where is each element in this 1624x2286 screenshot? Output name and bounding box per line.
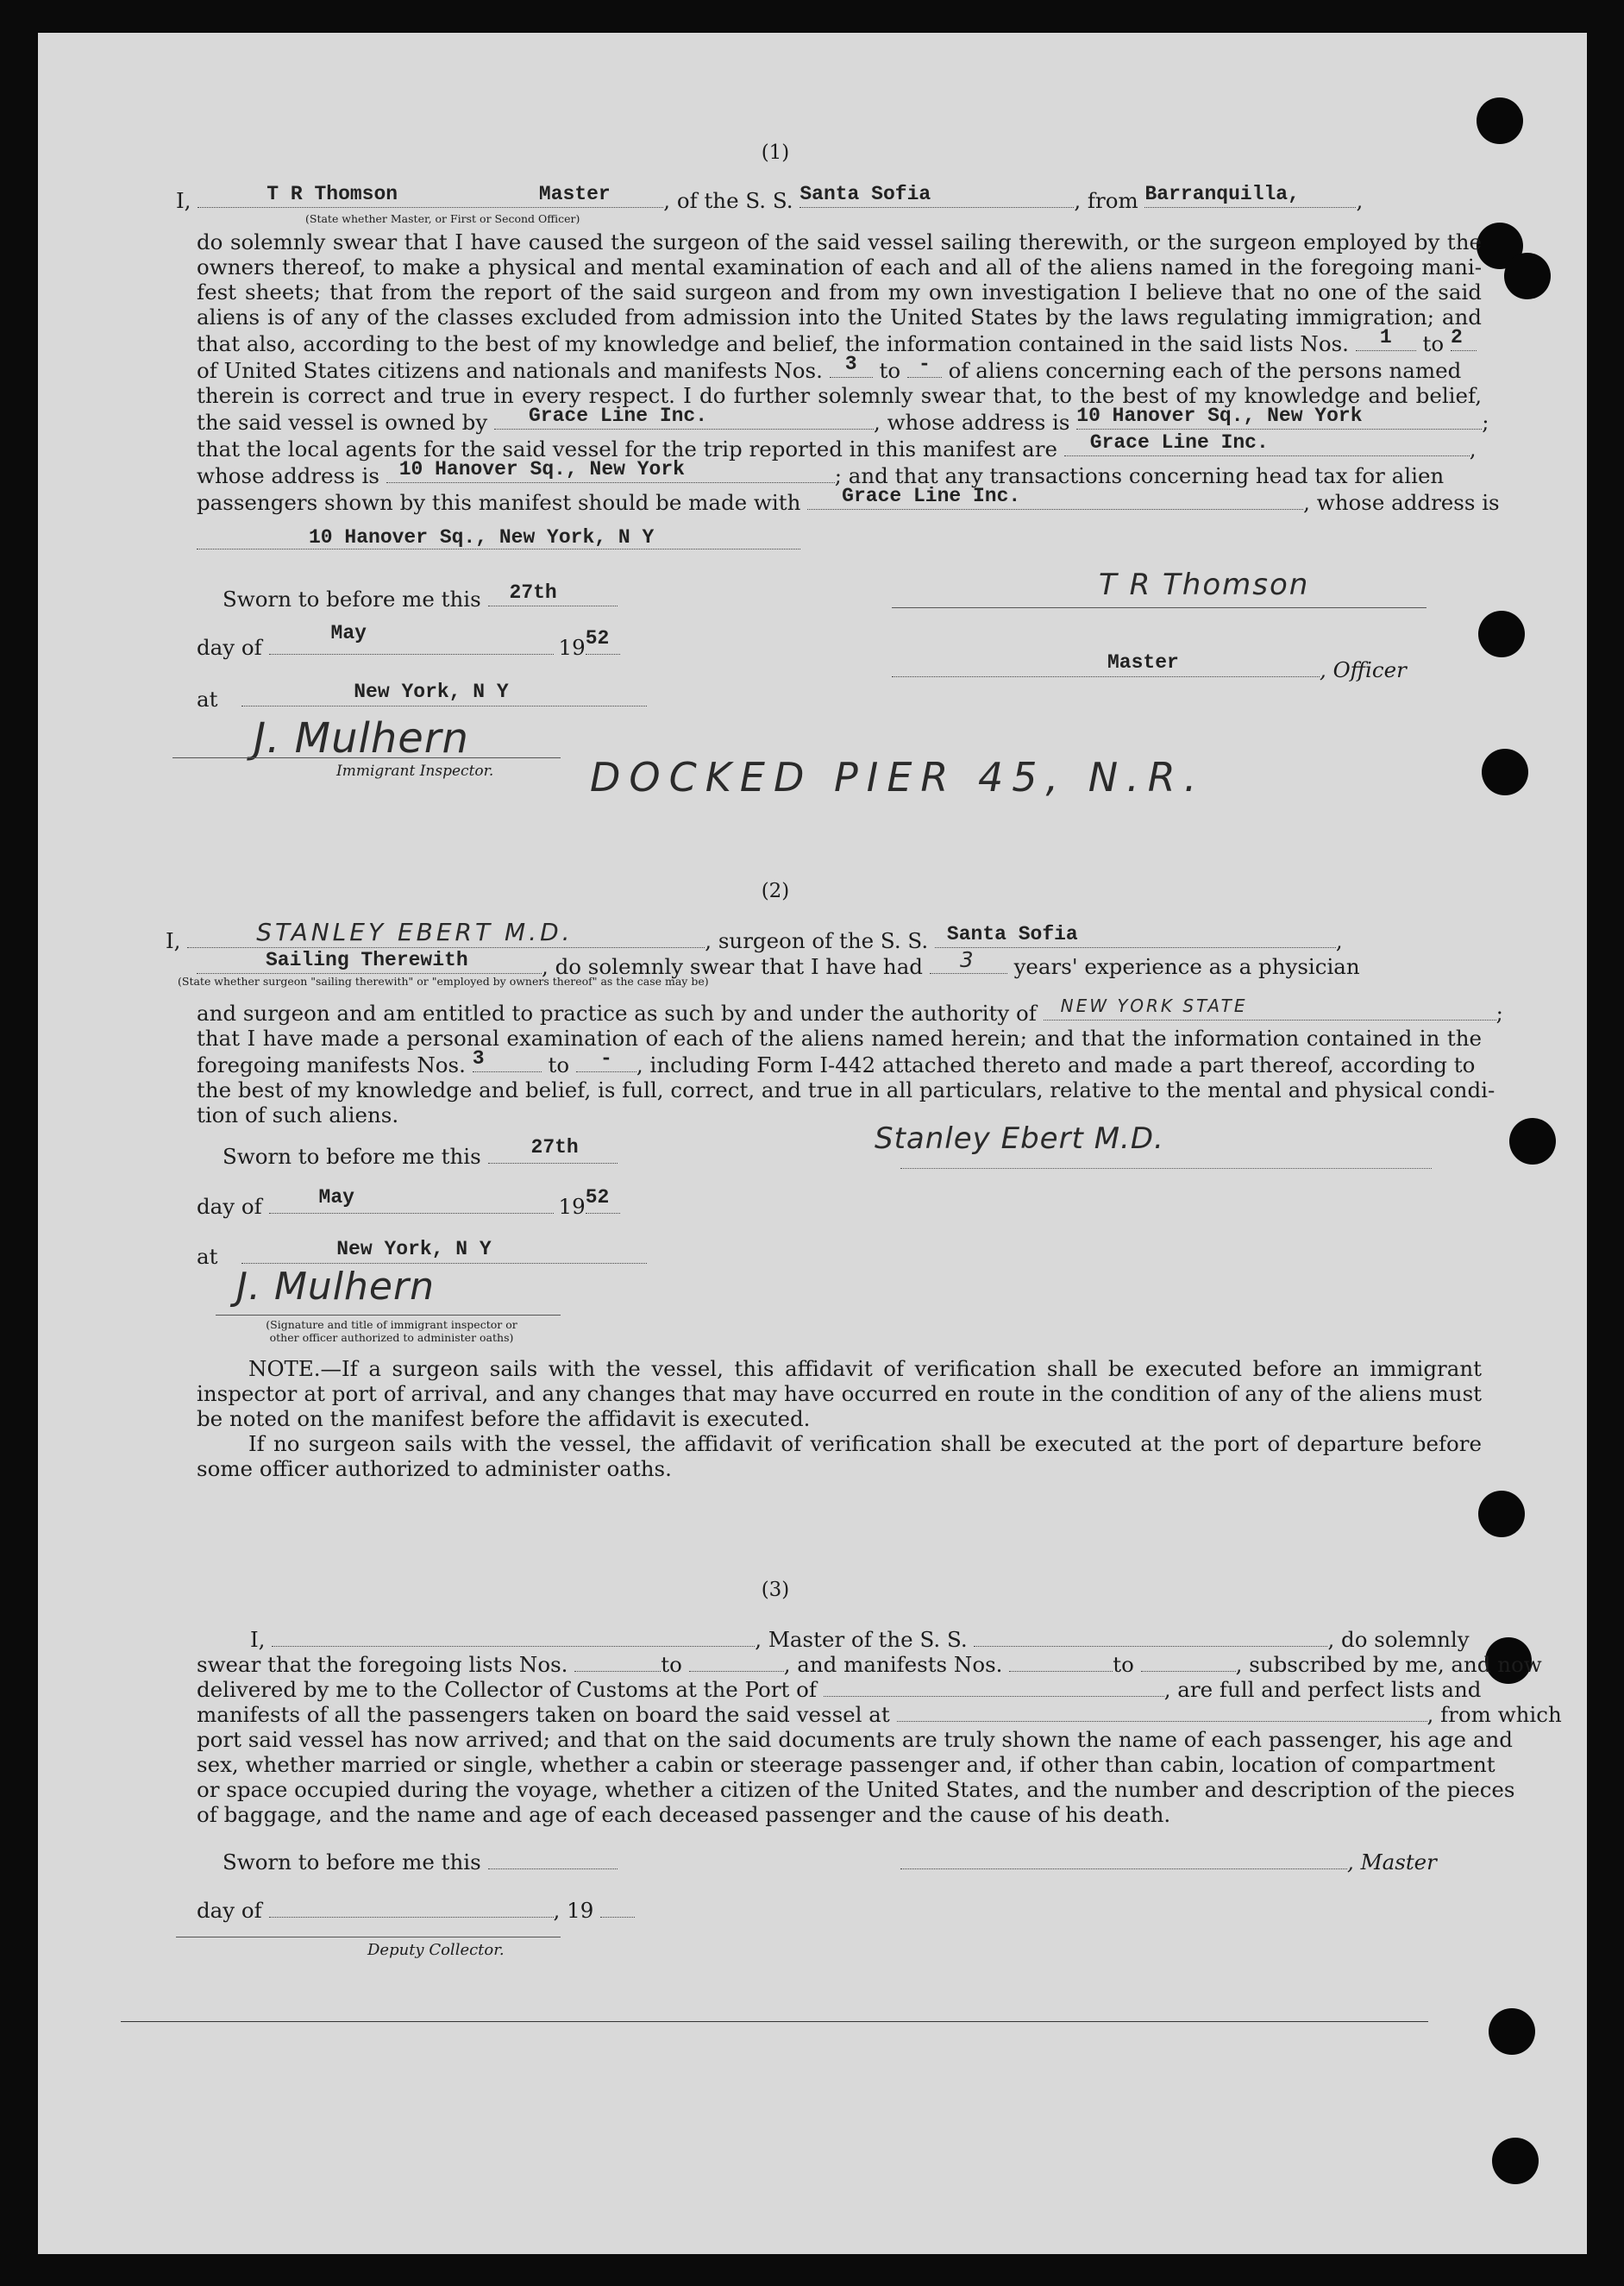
owner-address: 10 Hanover Sq., New York — [1076, 405, 1363, 427]
lists-from-blank — [574, 1654, 661, 1672]
manifests-to-blank — [1141, 1654, 1236, 1672]
bottom-rule — [121, 2021, 1428, 2022]
sworn-day-2: 27th — [530, 1136, 579, 1159]
master-signature: T R Thomson — [1099, 568, 1310, 602]
body-line: or space occupied during the voyage, whether a citizen of the United States, and the number and description of the pieces — [197, 1777, 1515, 1802]
lists-line: that also, according to the best of my knowledge and belief, the information contained in the said lists Nos. 1 to 2 — [197, 330, 1482, 356]
section-1-number: (1) — [761, 141, 790, 164]
inspector-signature-line — [172, 757, 561, 758]
lists-to: 2 — [1450, 326, 1463, 349]
master-name-blank — [272, 1629, 755, 1647]
inspector-signature: J. Mulhern — [254, 714, 469, 763]
month-blank-3 — [269, 1900, 554, 1918]
at-line-2: at New York, N Y — [197, 1242, 647, 1269]
surgeon-manifest-to: - — [600, 1047, 612, 1070]
boarding-port-blank — [897, 1704, 1427, 1722]
section-2-line-2: Sailing Therewith , do solemnly swear that I have had 3 years' experience as a physician — [197, 952, 1360, 979]
manifests-from-blank — [1009, 1654, 1113, 1672]
port-blank — [824, 1679, 1164, 1697]
note-para-2: If no surgeon sails with the vessel, the affidavit of verification shall be executed at the port of departure before — [248, 1431, 1482, 1456]
officer-line: Master , Officer — [892, 656, 1407, 682]
body-line: sex, whether married or single, whether a cabin or steerage passenger and, if other than cabin, location of compartment — [197, 1752, 1495, 1777]
owned-line: the said vessel is owned by Grace Line Inc. , whose address is 10 Hanover Sq., New York ; — [197, 405, 1489, 435]
inspector-label: Immigrant Inspector. — [336, 763, 494, 780]
vessel-blank — [974, 1629, 1327, 1647]
rank-caption: (State whether Master, or First or Second Officer) — [305, 212, 580, 225]
sworn-month: May — [330, 622, 367, 644]
sworn-month-2: May — [318, 1186, 354, 1209]
section-2-line-1: I, STANLEY EBERT M.D. , surgeon of the S. S. Santa Sofia , — [166, 918, 1343, 953]
inspector-signature-line-2 — [216, 1315, 561, 1316]
body-line: tion of such aliens. — [197, 1102, 399, 1127]
body-line: fest sheets; that from the report of the said surgeon and from my own investigation I believe that no one of the said — [197, 279, 1482, 305]
years-experience: 3 — [960, 947, 977, 972]
note-label: NOTE. — [248, 1356, 321, 1381]
lists-from: 1 — [1379, 326, 1392, 349]
body-line: that I have made a personal examination of each of the aliens named herein; and that the information contained in the — [197, 1026, 1482, 1051]
section-2-number: (2) — [761, 880, 790, 902]
surgeon-status: Sailing Therewith — [266, 949, 468, 971]
body-line: therein is correct and true in every respect. I do further solemnly swear that, to the best of my knowledge and belief, — [197, 383, 1482, 408]
surgeon-signature-line — [900, 1168, 1432, 1169]
party-address: 10 Hanover Sq., New York, N Y — [309, 526, 655, 549]
binder-hole — [1482, 749, 1528, 795]
at-line-1: at New York, N Y — [197, 685, 647, 712]
binder-hole — [1478, 1491, 1525, 1537]
section-1-body — [197, 229, 1500, 515]
whose-address-line: whose address is 10 Hanover Sq., New York ; and that any transactions concerning head tax for alien — [197, 458, 1445, 488]
body-line: do solemnly swear that I have caused the surgeon of the said vessel sailing therewith, or the surgeon employed by the — [197, 229, 1482, 254]
manifests-line: of United States citizens and nationals and manifests Nos. 3 to - of aliens concerning each of the persons named — [197, 353, 1462, 383]
surgeon-manifest-from: 3 — [472, 1047, 485, 1070]
binder-hole — [1504, 253, 1551, 299]
vessel-name: Santa Sofia — [799, 183, 931, 205]
passengers-line: passengers shown by this manifest should be made with Grace Line Inc. , whose address is — [197, 485, 1500, 515]
party-address-field — [197, 526, 800, 550]
body-line: of baggage, and the name and age of each deceased passenger and the cause of his death. — [197, 1802, 1171, 1827]
binder-hole — [1477, 97, 1523, 144]
local-agents: Grace Line Inc. — [1089, 431, 1269, 454]
section-3-line-3: delivered by me to the Collector of Customs at the Port of , are full and perfect lists and — [197, 1677, 1482, 1702]
sworn-line-3: Sworn to before me this — [223, 1850, 618, 1875]
section-2-body — [197, 995, 1503, 1127]
master-signature-line — [892, 607, 1426, 608]
body-line: port said vessel has now arrived; and that on the said documents are truly shown the name of each passenger, his age and — [197, 1727, 1513, 1752]
inspector-caption: (Signature and title of immigrant inspector or other officer authorized to administer oaths) — [266, 1318, 517, 1344]
document-page — [38, 33, 1587, 2254]
status-caption: (State whether surgeon "sailing therewith" or "employed by owners thereof" as the case may be) — [178, 975, 709, 988]
body-line: the best of my knowledge and belief, is full, correct, and true in all particulars, relative to the mental and physical condi- — [197, 1077, 1495, 1102]
departure-port: Barranquilla, — [1144, 183, 1300, 205]
head-tax-party: Grace Line Inc. — [842, 485, 1021, 507]
section-3-line-1: I, , Master of the S. S. , do solemnly — [250, 1627, 1470, 1652]
lists-to-blank — [689, 1654, 784, 1672]
binder-hole — [1509, 1118, 1556, 1165]
surgeon-name: STANLEY EBERT M.D. — [256, 918, 574, 946]
day-of-line-2: day of May 19 52 — [197, 1192, 620, 1219]
sworn-line-2: Sworn to before me this 27th — [223, 1142, 618, 1169]
binder-hole — [1492, 2138, 1539, 2184]
body-line: owners thereof, to make a physical and mental examination of each and all of the aliens named in the foregoing mani- — [197, 254, 1482, 279]
master-sign-line-3: , Master — [900, 1850, 1437, 1875]
sworn-year-2: 52 — [585, 1186, 610, 1209]
authority-line: and surgeon and am entitled to practice as such by and under the authority of NEW YORK STATE ; — [197, 995, 1503, 1026]
note-line: be noted on the manifest before the affidavit is executed. — [197, 1406, 811, 1431]
practice-authority: NEW YORK STATE — [1060, 995, 1248, 1016]
body-line: aliens is of any of the classes excluded from admission into the United States by the laws regulating immigration; and — [197, 305, 1482, 330]
officer-title: Master — [1107, 651, 1179, 674]
note-line: inspector at port of arrival, and any changes that may have occurred en route in the condition of any of the aliens must — [197, 1381, 1482, 1406]
note-block — [197, 1356, 1482, 1481]
docked-annotation: DOCKED PIER 45, N.R. — [590, 754, 1206, 801]
departure-port-field — [1144, 183, 1356, 208]
sworn-day: 27th — [509, 581, 557, 604]
collector-label: Deputy Collector. — [367, 1941, 505, 1959]
section-3-number: (3) — [761, 1579, 790, 1601]
note-line: —If a surgeon sails with the vessel, this affidavit of verification shall be executed before an immigrant — [320, 1356, 1482, 1381]
vessel-owner: Grace Line Inc. — [529, 405, 708, 427]
day-of-line-3: day of , 19 — [197, 1898, 635, 1923]
sworn-line-1: Sworn to before me this 27th — [223, 585, 618, 612]
note-para-2: some officer authorized to administer oaths. — [197, 1456, 672, 1481]
section-1-line-1: I, T R Thomson Master , of the S. S. Santa Sofia , from Barranquilla, , — [176, 183, 1364, 213]
agents-line: that the local agents for the said vessel for the trip reported in this manifest are Grace Line Inc. , — [197, 431, 1477, 462]
agents-address: 10 Hanover Sq., New York — [398, 458, 685, 480]
master-signature-blank — [900, 1851, 1347, 1869]
manifests-from: 3 — [844, 353, 857, 375]
binder-hole — [1489, 2008, 1535, 2055]
master-name-field — [198, 183, 663, 208]
manifests-to: - — [918, 353, 931, 375]
surgeon-signature: Stanley Ebert M.D. — [875, 1121, 1164, 1156]
sworn-place: New York, N Y — [354, 681, 509, 703]
master-name: T R Thomson — [266, 183, 398, 205]
binder-hole — [1478, 611, 1525, 657]
year-blank-3 — [600, 1900, 635, 1918]
sworn-place-2: New York, N Y — [336, 1238, 492, 1260]
section-3-line-2: swear that the foregoing lists Nos. to , and manifests Nos. to , subscribed by me, and now — [197, 1652, 1542, 1677]
sworn-day-blank-3 — [488, 1851, 618, 1869]
sworn-year: 52 — [585, 627, 610, 650]
inspector-signature-2: J. Mulhern — [236, 1265, 435, 1309]
surgeon-vessel: Santa Sofia — [946, 923, 1078, 945]
section-3-line-4: manifests of all the passengers taken on board the said vessel at , from which — [197, 1702, 1562, 1727]
day-of-line-1: day of May 19 52 — [197, 633, 620, 660]
section-3-body — [197, 1627, 1562, 1827]
surgeon-manifest-line: foregoing manifests Nos. 3 to - , including Form I-442 attached thereto and made a part thereof, according to — [197, 1047, 1476, 1077]
master-rank: Master — [538, 183, 611, 205]
vessel-field — [799, 183, 1074, 208]
